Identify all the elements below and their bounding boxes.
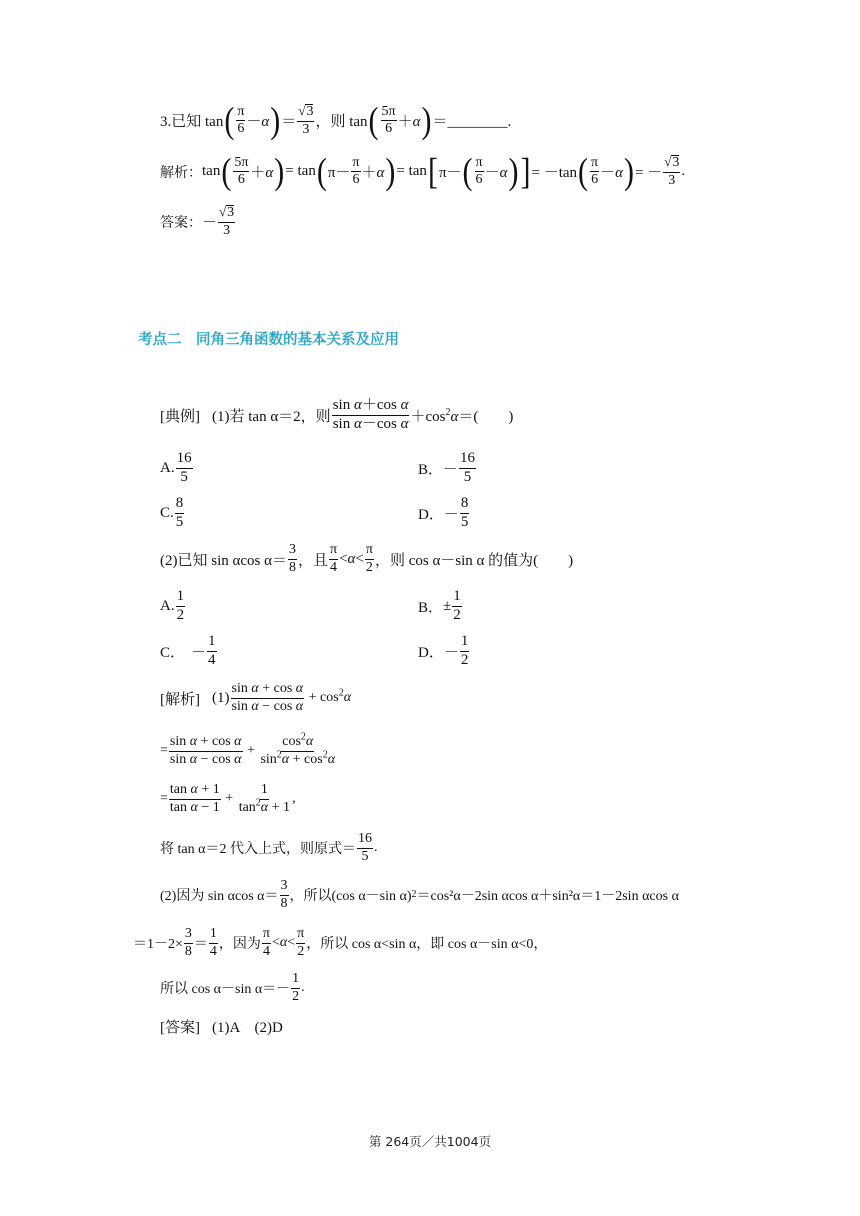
solution-line-3: = $\frac{\text{tan α + 1}}{\text{tan α − 1}}$ + $\frac{1}{\tan^2\alpha + 1}$ , [160, 782, 296, 815]
option-1c: C. $\frac{8}{5}$ [160, 495, 184, 530]
option-2d: D． － $\frac{1}{2}$ [418, 633, 469, 668]
example-part-1: [典例] (1)若 tan α＝2，则 $\frac{\text{sin α＋cos α}}{\text{sin α－cos α}}$ $+\cos^2\alpha$ ＝( ) [160, 397, 514, 432]
option-1a: A. $\frac{16}{5}$ [160, 450, 192, 485]
option-1d: D． － $\frac{8}{5}$ [418, 495, 469, 530]
solution-line-1: [解析] (1) $\frac{\text{sin α + cos α}}{\text{sin α − cos α}}$ + $\cos^2\alpha$ [160, 681, 352, 714]
solution-line-4: 将 tan α＝2 代入上式，则原式＝ $\frac{16}{5}$ . [160, 831, 378, 864]
option-2a: A. $\frac{1}{2}$ [160, 588, 185, 623]
section-heading: 考点二 同角三角函数的基本关系及应用 [138, 332, 399, 348]
option-2c: C． － $\frac{1}{4}$ [160, 633, 216, 668]
solution-line-2: = $\frac{\text{sin α + cos α}}{\text{sin α − cos α}}$ + $\frac{\cos^2\alpha}{\sin^2\alpha + \cos^2\alpha}$ [160, 731, 336, 767]
page-footer: 第 264页／共1004页 [368, 1134, 492, 1149]
solution-line-5: (2)因为 sin αcos α＝ $\frac{3}{8}$ ，所以(cos α－sin α) 2 ＝cos²α－2sin αcos α＋sin²α＝1－2sin αcos α [160, 878, 679, 911]
solution-line-7: 所以 cos α－sin α＝－ $\frac{1}{2}$ . [160, 971, 305, 1004]
solution-line-6: ＝1－2× $\frac{3}{8}$ ＝ $\frac{1}{4}$ ，因为 $\frac{\pi}{4}$ <α< $\frac{\pi}{2}$ ，所以 cos α<sin α，即 cos α－sin α<0， [133, 926, 548, 959]
question-3: 3.已知 tan ( $\frac{\pi}{6}$ －α ) ＝ $\frac{√3}{3}$ ，则 tan ( $\frac{5\pi}{6}$ ＋α ) ＝________. [160, 99, 512, 141]
final-answer: [答案] (1)A (2)D [160, 1020, 283, 1036]
answer-line: 答案： － $\frac{√3}{3}$ [160, 204, 235, 238]
option-2b: B． ± $\frac{1}{2}$ [418, 588, 461, 623]
example-part-2: (2)已知 sin αcos α＝ $\frac{3}{8}$ ，且 $\frac{\pi}{4}$ <α< $\frac{\pi}{2}$ ，则 cos α－sin α 的值为( ) [160, 542, 574, 575]
analysis-line: 解析： tan ( $\frac{5\pi}{6}$ ＋α ) = tan ( π－ $\frac{\pi}{6}$ ＋α ) = tan [ π－ ( $\frac{\pi}{6}$ －α ) ] = －tan ( $\frac{\pi}{6}$ －α ) = － $\frac{√3}{3}$ . [160, 150, 686, 192]
option-1b: B． － $\frac{16}{5}$ [418, 450, 476, 485]
